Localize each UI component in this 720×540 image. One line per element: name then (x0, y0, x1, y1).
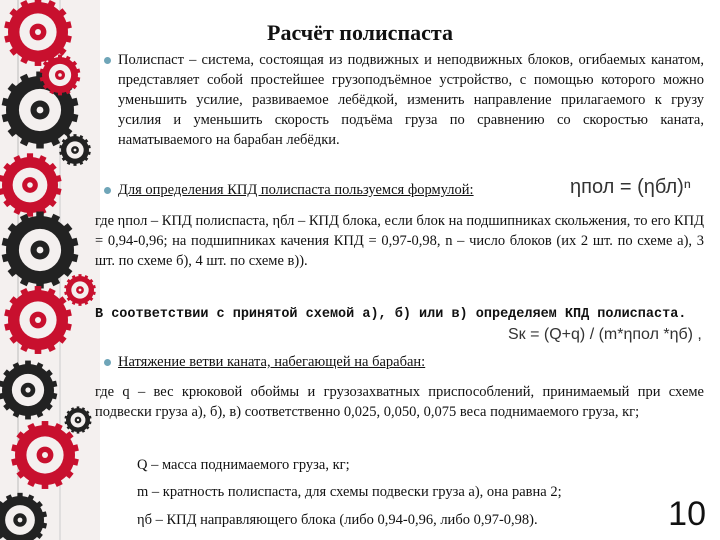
definition-eta-b: ηб – КПД направляющего блока (либо 0,94-0,96, либо 0,97-0,98). (137, 512, 538, 528)
gears-illustration (0, 0, 100, 540)
bullet-marker (104, 359, 111, 366)
tension-explanation: где q – вес крюковой обоймы и грузозахватных приспособлений, принимаемый при схеме подвески груза а), б), в) соответственно 0,025, 0,050, 0,075 веса поднимаемого груза, кг; (95, 384, 704, 420)
bullet-definition: Полиспаст – система, состоящая из подвижных и неподвижных блоков, огибаемых канатом, представляет собой простейшее грузоподъёмное устройство, с помощью которого можно уменьшить усилие, развиваемое лебёдкой, изменить направление прилагаемого к грузу усилия и уменьшить скорость подъёма груза по сравнению со скоростью каната, наматываемого на барабан лебёдки. (118, 52, 704, 148)
decorative-gear-strip (0, 0, 100, 540)
bullet-marker (104, 187, 111, 194)
bullet-marker (104, 57, 111, 64)
tension-formula: Sк = (Q+q) / (m*ηпол *ηб) , (508, 326, 702, 343)
page-number: 10 (668, 495, 706, 533)
kpd-explanation: где ηпол – КПД полиспаста, ηбл – КПД блока, если блок на подшипниках скольжения, то его КПД = 0,94-0,96; на подшипниках качения КПД = 0,97-0,98, n – число блоков (их 2 шт. по схеме а), 3 шт. по схеме б), 4 шт. по схеме в)). (95, 213, 705, 269)
kpd-formula: ηпол = (ηбл)ⁿ (570, 176, 692, 198)
definition-m: m – кратность полиспаста, для схемы подвески груза а), она равна 2; (137, 484, 562, 500)
bullet-tension-label (118, 352, 518, 372)
slide-title: Расчёт полиспаста (267, 20, 453, 45)
scheme-kpd-instruction: В соответствии с принятой схемой а), б) или в) определяем КПД полиспаста. (95, 307, 687, 322)
rope-tension-label: Натяжение ветви каната, набегающей на барабан: (118, 354, 426, 370)
kpd-formula-label: Для определения КПД полиспаста пользуемся формулой: (118, 182, 474, 198)
bullet-kpd-label (118, 180, 568, 200)
definition-q: Q – масса поднимаемого груза, кг; (137, 457, 350, 473)
